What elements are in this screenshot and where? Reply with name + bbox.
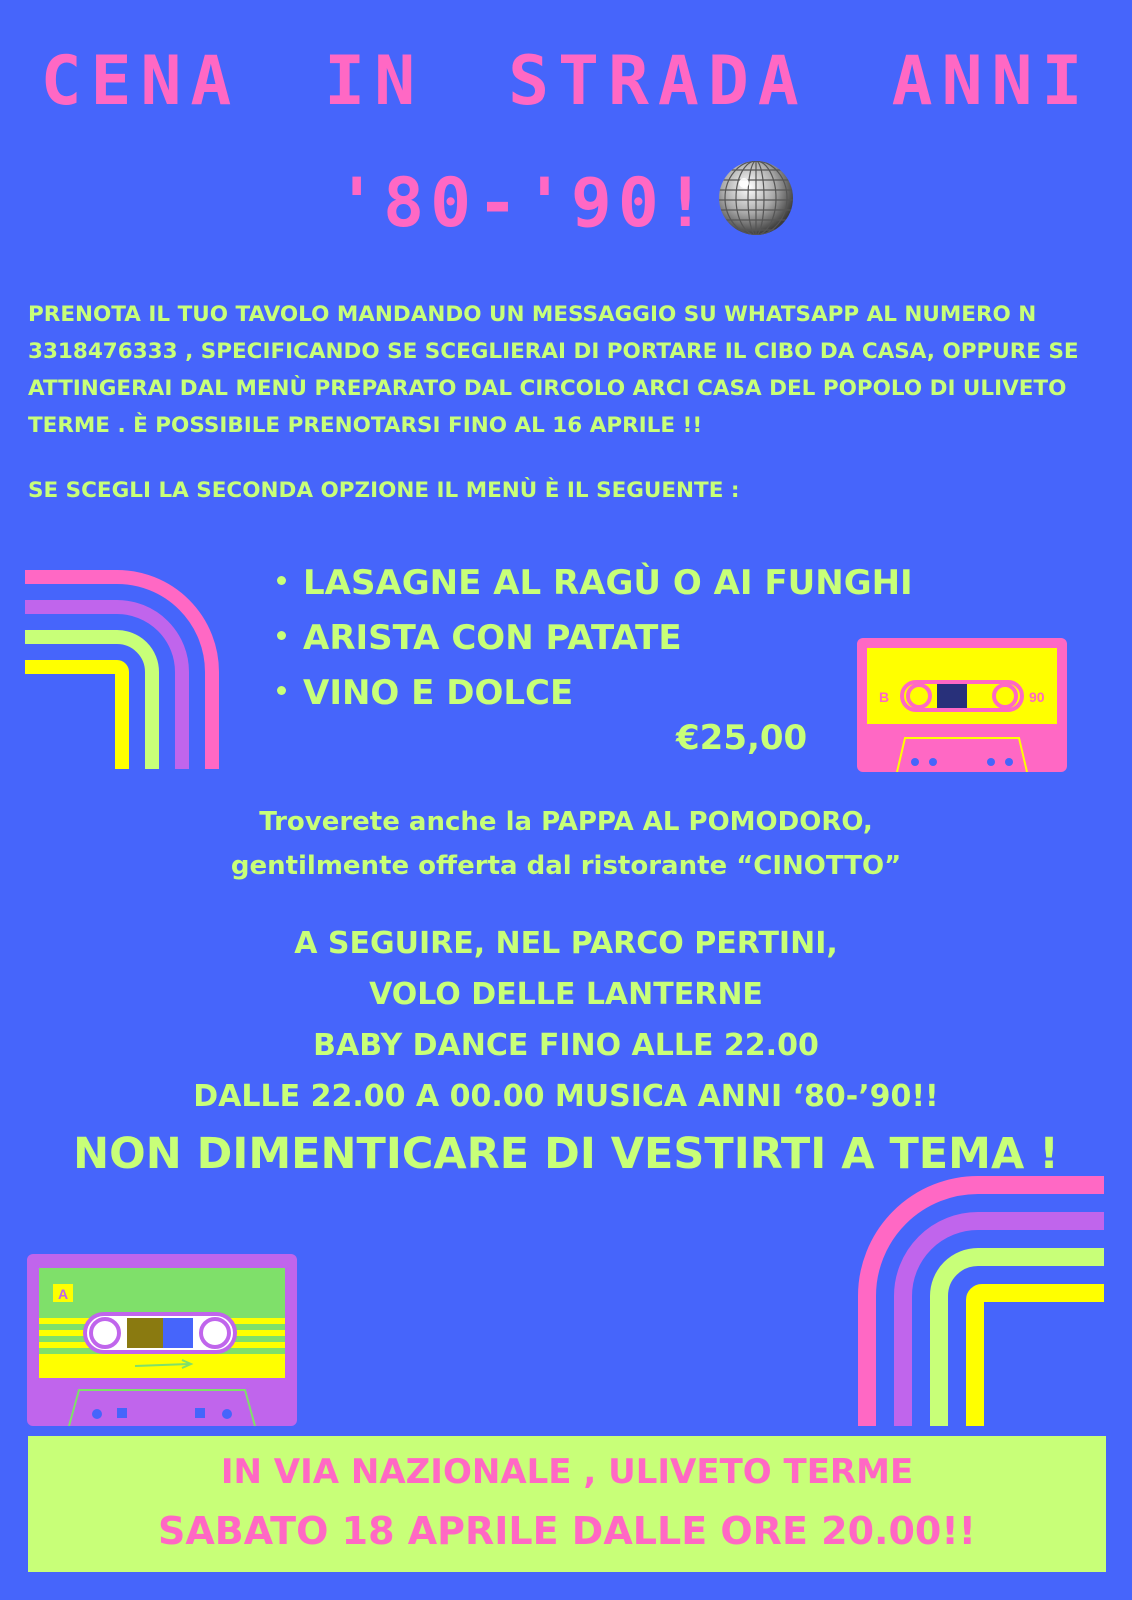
program bbox=[0, 918, 1132, 1122]
program-line1: A SEGUIRE, NEL PARCO PERTINI, bbox=[294, 926, 838, 961]
pappa-line1: Troverete anche la PAPPA AL POMODORO, bbox=[259, 807, 873, 837]
cassette-tape-icon bbox=[27, 1254, 297, 1426]
list-item: LASAGNE AL RAGÙ O AI FUNGHI bbox=[277, 556, 913, 611]
program-line4: DALLE 22.00 A 00.00 MUSICA ANNI ‘80-’90!! bbox=[193, 1079, 939, 1114]
pappa-note bbox=[0, 800, 1132, 888]
menu-price: €25,00 bbox=[676, 718, 808, 758]
title-years: '80-'90! bbox=[336, 164, 712, 243]
program-line3: BABY DANCE FINO ALLE 22.00 bbox=[313, 1028, 819, 1063]
bullet-icon bbox=[277, 631, 286, 640]
disco-ball-icon bbox=[716, 158, 796, 238]
rainbow-arc-decoration bbox=[858, 1176, 1104, 1426]
cassette-label: 90 bbox=[1029, 689, 1045, 705]
cassette-side-label: B bbox=[879, 689, 890, 705]
page-title-line1: CENA IN STRADA ANNI bbox=[40, 42, 1092, 121]
event-date: SABATO 18 APRILE DALLE ORE 20.00!! bbox=[157, 1509, 976, 1553]
menu-list bbox=[277, 556, 913, 721]
dress-code-reminder: NON DIMENTICARE DI VESTIRTI A TEMA ! bbox=[73, 1129, 1059, 1179]
event-location-banner bbox=[28, 1436, 1106, 1572]
rainbow-arc-decoration bbox=[25, 570, 225, 770]
page-title-line2 bbox=[0, 158, 1132, 243]
program-line2: VOLO DELLE LANTERNE bbox=[369, 977, 763, 1012]
cassette-tape-icon bbox=[857, 638, 1067, 772]
cassette-side-label: A bbox=[58, 1286, 69, 1302]
pappa-line2: gentilmente offerta dal ristorante “CINOTTO” bbox=[230, 851, 902, 881]
bullet-icon bbox=[277, 686, 286, 695]
bullet-icon bbox=[277, 576, 286, 585]
event-location: IN VIA NAZIONALE , ULIVETO TERME bbox=[220, 1452, 914, 1492]
booking-info: PRENOTA IL TUO TAVOLO MANDANDO UN MESSAGGIO SU WHATSAPP AL NUMERO N 3318476333 , SPECIFICANDO SE SCEGLIERAI DI PORTARE IL CIBO DA CASA, OPPURE SE ATTINGERAI DAL MENÙ PREPARATO DAL CIRCOLO ARCI CASA DEL POPOLO DI ULIVETO TERME . È POSSIBILE PRENOTARSI FINO AL 16 APRILE !! bbox=[28, 302, 1079, 438]
list-item: VINO E DOLCE bbox=[277, 666, 913, 721]
menu-intro: SE SCEGLI LA SECONDA OPZIONE IL MENÙ È IL SEGUENTE : bbox=[28, 478, 740, 503]
list-item: ARISTA CON PATATE bbox=[277, 611, 913, 666]
